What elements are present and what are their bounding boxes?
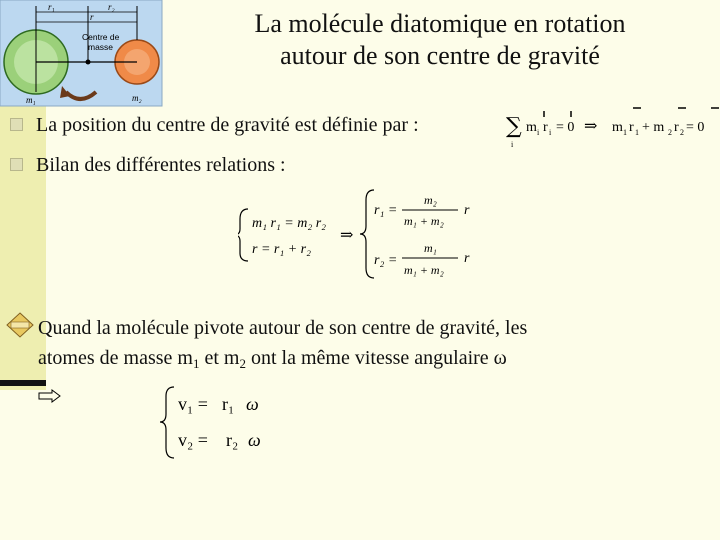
left-brace [238,209,248,261]
paragraph-line-1: Quand la molécule pivote autour de son centre de gravité, les [38,317,528,339]
bullet-relations [10,152,410,182]
paragraph-line-2 [38,343,638,373]
bullet-text: La position du centre de gravité est définie par : [36,114,419,136]
label-centre-2: masse [88,42,114,52]
rhs-equals-zero: = 0 [686,120,705,135]
solution-den-2: m₁ + m₂ [404,263,444,277]
hollow-right-arrow-icon [38,389,62,403]
center-of-mass-dot [86,60,91,65]
sum-symbol: ∑ [506,114,522,139]
rhs-m2-index: 2 [668,128,672,137]
velocity-v1: v₁ = [178,394,208,414]
label-r2: r₂ [108,2,115,12]
rotation-paragraph [38,313,638,373]
paragraph-text-c: ont la même vitesse angulaire ω [245,347,507,369]
solution-r1: r₁ = [374,203,398,218]
solution-r-1: r [464,203,470,218]
relation-line-2: r = r₁ + r₂ [252,242,311,257]
solution-num-2: m₁ [424,241,437,255]
implies-symbol: ⇒ [584,116,598,135]
rhs-plus-m2: + m [642,120,665,135]
solution-system [340,186,480,282]
rhs-r2-index: 2 [680,128,684,137]
relations-system [238,205,348,265]
bullet-square-icon [10,158,23,171]
solution-r-2: r [464,251,470,266]
left-brace-3 [160,387,174,458]
solution-den-1: m₁ + m₂ [404,214,444,228]
bullet-text: Bilan des différentes relations : [36,154,286,176]
paragraph-text-a: atomes de masse m [38,347,193,369]
title-line-1: La molécule diatomique en rotation [254,9,626,38]
rhs-m1-index: 1 [623,128,627,137]
title-line-2: autour de son centre de gravité [280,41,600,70]
rhs-r1-index: 1 [635,128,639,137]
slide-title [160,8,720,72]
label-r: r [90,12,94,22]
rhs-r2: r [674,120,679,135]
cd-icon [6,312,34,338]
solution-num-1: m₂ [424,193,437,207]
rhs-r1: r [629,120,634,135]
rhs-m1: m [612,120,623,135]
velocity-system [160,384,280,462]
label-m1: m₁ [26,95,36,105]
paragraph-sub-2: 2 [239,356,246,371]
label-r1: r₁ [48,2,55,12]
bullet-square-icon [10,118,23,131]
sum-mass-index: i [537,128,540,137]
velocity-omega-1: ω [246,394,259,414]
relation-line-1: m₁ r₁ = m₂ r₂ [252,216,327,231]
paragraph-sub-1: 1 [192,356,200,371]
solution-r2: r₂ = [374,253,398,268]
rotation-figure [0,0,165,108]
velocity-r1: r₁ [222,394,235,414]
label-m2: m₂ [132,93,142,103]
left-band-shadow [0,380,46,386]
sum-mass: m [526,120,537,135]
sum-equals-zero: = 0 [556,120,575,135]
left-brace-2 [360,190,374,278]
velocity-omega-2: ω [248,430,261,450]
implies-symbol-2: ⇒ [340,225,354,244]
center-of-gravity-formula [500,103,720,153]
velocity-v2: v₂ = [178,430,208,450]
sum-index: i [511,140,514,149]
paragraph-text-b: et m [199,347,240,369]
label-centre-1: Centre de [82,32,120,42]
velocity-r2: r₂ [226,430,239,450]
sum-vector-r: r [543,120,548,135]
sum-vector-index: i [549,128,552,137]
